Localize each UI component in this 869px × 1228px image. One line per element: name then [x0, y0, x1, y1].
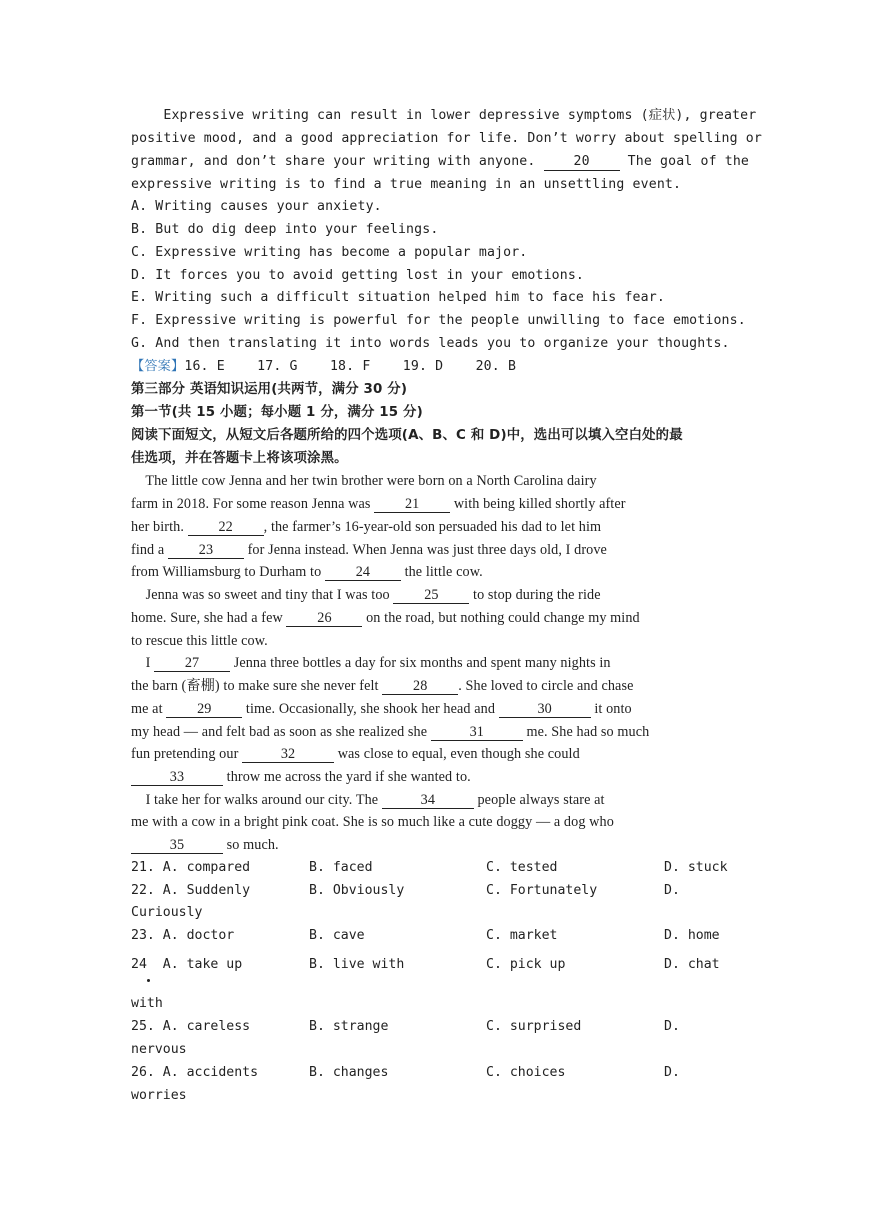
blank-26: 26 — [286, 610, 362, 627]
cloze-line-4: find a 23 for Jenna instead. When Jenna was just three days old, I drove — [131, 542, 607, 558]
blank-33: 33 — [131, 769, 223, 786]
option-e: E. Writing such a difficult situation helped him to face his fear. — [131, 290, 665, 305]
cloze-line-16: me with a cow in a bright pink coat. She is so much like a cute doggy — a dog who — [131, 814, 614, 830]
q24-option-a: 24 A. take up — [131, 957, 243, 972]
reading-line-3 — [131, 152, 749, 172]
q26-option-b: B. changes — [309, 1065, 389, 1080]
reading-line-4: expressive writing is to find a true meaning in an unsettling event. — [131, 177, 682, 192]
instruction-line-1: 阅读下面短文，从短文后各题所给的四个选项(A、B、C 和 D)中，选出可以填入空白处的最 — [131, 428, 683, 443]
option-d: D. It forces you to avoid getting lost in your emotions. — [131, 268, 585, 283]
blank-29: 29 — [166, 701, 242, 718]
q22-option-d: D. — [664, 883, 680, 898]
q23-option-b: B. cave — [309, 928, 365, 943]
q26-option-d: D. — [664, 1065, 680, 1080]
q22-option-d-text: Curiously — [131, 905, 203, 920]
q25-option-b: B. strange — [309, 1019, 389, 1034]
q25-option-a: 25. A. careless — [131, 1019, 251, 1034]
cloze-line-1: The little cow Jenna and her twin brother were born on a North Carolina dairy — [131, 473, 597, 489]
q26-option-a: 26. A. accidents — [131, 1065, 259, 1080]
cloze-line-2: farm in 2018. For some reason Jenna was 21 with being killed shortly after — [131, 496, 626, 512]
q21-option-b: B. faced — [309, 860, 373, 875]
option-g: G. And then translating it into words leads you to organize your thoughts. — [131, 336, 730, 351]
q22-option-c: C. Fortunately — [486, 883, 598, 898]
reading-line-1: Expressive writing can result in lower depressive symptoms (症状), greater — [131, 108, 757, 123]
blank-20: 20 — [544, 154, 620, 171]
blank-31: 31 — [431, 724, 523, 741]
answer-tag: 【答案】 — [131, 359, 185, 374]
option-c: C. Expressive writing has become a popular major. — [131, 245, 528, 260]
q24-option-c: C. pick up — [486, 957, 566, 972]
blank-32: 32 — [242, 746, 334, 763]
q25-option-d: D. — [664, 1019, 680, 1034]
cloze-line-9: I 27 Jenna three bottles a day for six months and spent many nights in — [131, 655, 611, 671]
q24-option-d-text: with — [131, 996, 163, 1011]
cloze-line-14: 33 throw me across the yard if she wanted to. — [131, 767, 471, 787]
q24-option-b: B. live with — [309, 957, 405, 972]
cloze-line-3: her birth. 22 , the farmer’s 16-year-old son persuaded his dad to let him — [131, 519, 602, 535]
reading-line-3-text: grammar, and don’t share your writing with anyone. — [131, 154, 544, 169]
cloze-line-8: to rescue this little cow. — [131, 633, 268, 649]
cloze-line-6: Jenna was so sweet and tiny that I was too 25 to stop during the ride — [131, 587, 601, 603]
q23-option-c: C. market — [486, 928, 558, 943]
option-b: B. But do dig deep into your feelings. — [131, 222, 439, 237]
section-heading-2: 第一节(共 15 小题；每小题 1 分，满分 15 分) — [131, 405, 423, 420]
q23-option-a: 23. A. doctor — [131, 928, 235, 943]
cloze-line-10: the barn (畜棚) to make sure she never felt 28 . She loved to circle and chase — [131, 678, 634, 694]
q21-option-c: C. tested — [486, 860, 558, 875]
answer-text: 16. E 17. G 18. F 19. D 20. B — [184, 359, 517, 374]
reading-line-2: positive mood, and a good appreciation for life. Don’t worry about spelling or — [131, 131, 762, 146]
cloze-line-15: I take her for walks around our city. The 34 people always stare at — [131, 792, 605, 808]
answer-line — [131, 357, 516, 377]
q26-option-c: C. choices — [486, 1065, 566, 1080]
blank-35: 35 — [131, 837, 223, 854]
blank-24: 24 — [325, 564, 401, 581]
cloze-line-12: my head — and felt bad as soon as she realized she 31 me. She had so much — [131, 724, 650, 740]
cloze-line-11: me at 29 time. Occasionally, she shook her head and 30 it onto — [131, 701, 632, 717]
q21-option-a: 21. A. compared — [131, 860, 251, 875]
q24-dot-mark — [147, 979, 150, 982]
reading-line-3-tail: The goal of the — [619, 154, 750, 169]
q24-option-d: D. chat — [664, 957, 720, 972]
blank-27: 27 — [154, 655, 230, 672]
cloze-line-13: fun pretending our 32 was close to equal, even though she could — [131, 746, 580, 762]
option-f: F. Expressive writing is powerful for the people unwilling to face emotions. — [131, 313, 746, 328]
blank-28: 28 — [382, 678, 458, 695]
cloze-line-5: from Williamsburg to Durham to 24 the little cow. — [131, 564, 483, 580]
q22-option-b: B. Obviously — [309, 883, 405, 898]
q26-option-d-text: worries — [131, 1088, 187, 1103]
blank-22: 22 — [188, 519, 264, 536]
q25-option-c: C. surprised — [486, 1019, 582, 1034]
blank-30: 30 — [499, 701, 591, 718]
q23-option-d: D. home — [664, 928, 720, 943]
section-heading-1: 第三部分 英语知识运用(共两节，满分 30 分) — [131, 382, 408, 397]
q25-option-d-text: nervous — [131, 1042, 187, 1057]
instruction-line-2: 佳选项，并在答题卡上将该项涂黑。 — [131, 451, 348, 466]
blank-25: 25 — [393, 587, 469, 604]
q21-option-d: D. stuck — [664, 860, 728, 875]
cloze-line-17: 35 so much. — [131, 835, 279, 855]
cloze-line-7: home. Sure, she had a few 26 on the road, but nothing could change my mind — [131, 610, 640, 626]
option-a: A. Writing causes your anxiety. — [131, 199, 382, 214]
q22-option-a: 22. A. Suddenly — [131, 883, 251, 898]
blank-23: 23 — [168, 542, 244, 559]
blank-21: 21 — [374, 496, 450, 513]
blank-34: 34 — [382, 792, 474, 809]
